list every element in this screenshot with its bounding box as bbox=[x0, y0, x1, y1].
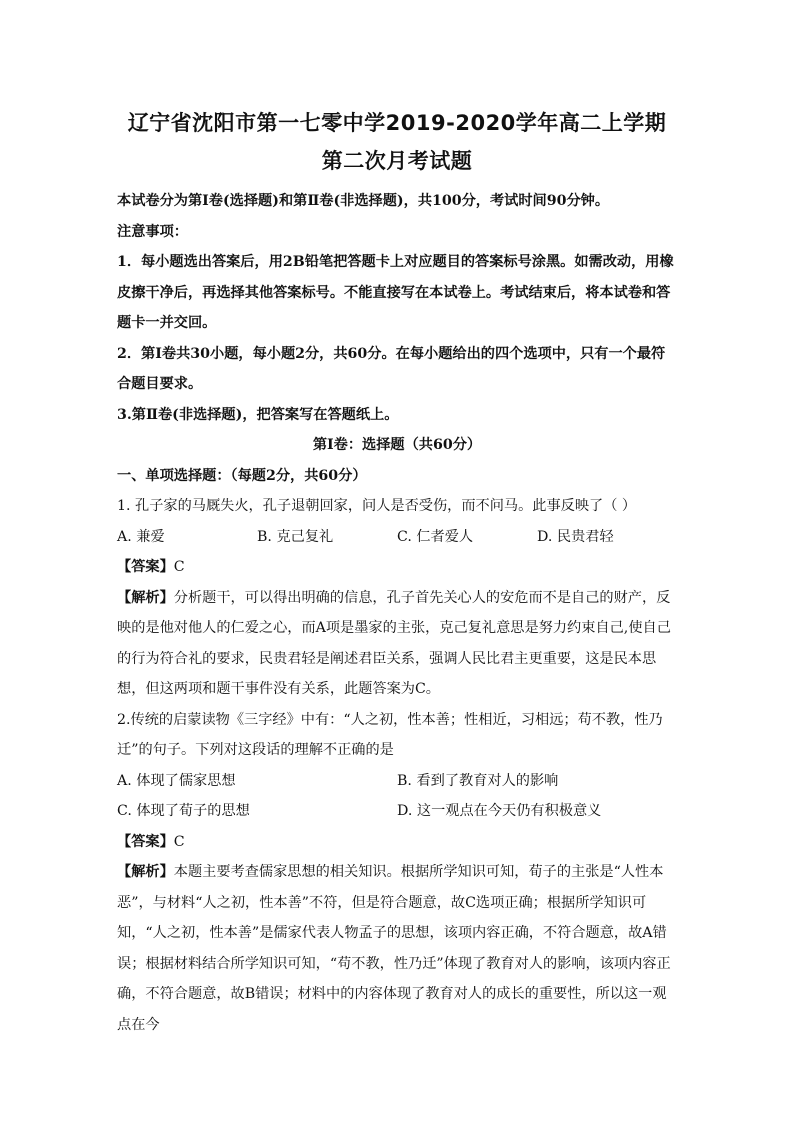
question-2-option-a: A. 体现了儒家思想 bbox=[117, 772, 236, 789]
question-2-answer bbox=[117, 827, 677, 858]
answer-value: C bbox=[173, 559, 185, 575]
question-2-analysis bbox=[117, 857, 677, 1040]
question-2-stem: 2.传统的启蒙读物《三字经》中有：“人之初，性本善；性相近，习相远；苟不教，性乃迁”的句子。下列对这段话的理解不正确的是 bbox=[117, 711, 663, 758]
question-2-options-row2 bbox=[117, 796, 677, 827]
notice-item-1: 1．每小题选出答案后，用2B铅笔把答题卡上对应题目的答案标号涂黑。如需改动，用橡皮擦干净后，再选择其他答案标号。不能直接写在本试卷上。考试结束后，将本试卷和答题卡一并交回。 bbox=[117, 254, 674, 331]
answer-label: 【答案】 bbox=[117, 833, 174, 850]
answer-value: C bbox=[173, 833, 185, 850]
exam-description: 本试卷分为第Ⅰ卷(选择题)和第Ⅱ卷(非选择题)，共100分，考试时间90分钟。 bbox=[117, 193, 610, 209]
question-1-option-a: A. 兼爱 bbox=[117, 528, 165, 545]
question-1-option-c: C. 仁者爱人 bbox=[397, 528, 474, 545]
exam-title-line1: 辽宁省沈阳市第一七零中学2019-2020学年高二上学期 bbox=[127, 111, 667, 135]
question-1-answer bbox=[117, 552, 677, 583]
section-title: 第Ⅰ卷：选择题（共60分） bbox=[312, 437, 482, 453]
question-1-stem: 1. 孔子家的马厩失火，孔子退朝回家，问人是否受伤，而不问马。此事反映了（ ） bbox=[117, 498, 637, 514]
exam-page bbox=[117, 104, 677, 1040]
question-2-option-c: C. 体现了荀子的思想 bbox=[117, 803, 250, 819]
analysis-label: 【解析】 bbox=[117, 864, 174, 880]
question-2-options-row1 bbox=[117, 766, 677, 797]
answer-label: 【答案】 bbox=[117, 559, 174, 575]
exam-title-line2: 第二次月考试题 bbox=[321, 149, 473, 173]
question-1-analysis bbox=[117, 583, 677, 705]
question-1-option-d: D. 民贵君轻 bbox=[537, 528, 614, 545]
part-title: 一、单项选择题：（每题2分，共60分） bbox=[117, 467, 367, 484]
analysis-text: 本题主要考查儒家思想的相关知识。根据所学知识可知，荀子的主张是“人性本恶”，与材料“人之初，性本善”不符，但是符合题意，故C选项正确；根据所学知识可知，“人之初，性本善”是儒家代表人物孟子的思想，该项内容正确，不符合题意，故A错误；根据材料结合所学知识可知，“苟不教，性乃迁”体现了教育对人的影响，该项内容正确，不符合题意，故B错误；材料中的内容体现了教育对人的成长的重要性，所以这一观点在今 bbox=[117, 864, 671, 1033]
notice-item-3: 3.第Ⅱ卷(非选择题)，把答案写在答题纸上。 bbox=[117, 406, 399, 423]
notice-item-2: 2．第Ⅰ卷共30小题，每小题2分，共60分。在每小题给出的四个选项中，只有一个最符合题目要求。 bbox=[117, 345, 666, 392]
analysis-label: 【解析】 bbox=[117, 589, 174, 606]
question-2-option-d: D. 这一观点在今天仍有积极意义 bbox=[397, 803, 602, 819]
notice-title: 注意事项： bbox=[117, 223, 188, 240]
analysis-text: 分析题干，可以得出明确的信息，孔子首先关心人的安危而不是自己的财产，反映的是他对他人的仁爱之心，而A项是墨家的主张，克己复礼意思是努力约束自己,使自己的行为符合礼的要求，民贵君轻是阐述君臣关系，强调人民比君主更重要，这是民本思想，但这两项和题干事件没有关系，此题答案为C。 bbox=[117, 589, 671, 697]
question-1-option-b: B. 克己复礼 bbox=[257, 528, 334, 545]
question-2-option-b: B. 看到了教育对人的影响 bbox=[397, 772, 559, 789]
question-1-options bbox=[117, 522, 677, 553]
